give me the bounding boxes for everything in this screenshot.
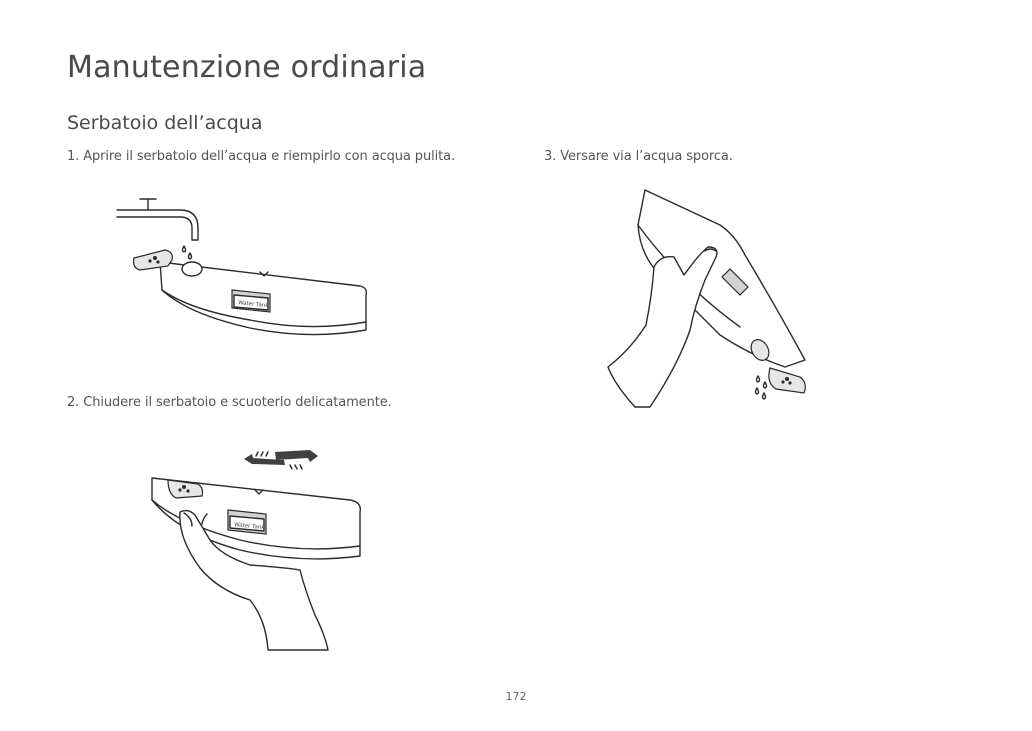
shake-arrows-icon [244, 450, 318, 469]
step-1-instruction: 1. Aprire il serbatoio dell’acqua e riempirlo con acqua pulita. [67, 149, 456, 164]
water-tank-icon [134, 250, 367, 335]
step-3-instruction: 3. Versare via l’acqua sporca. [544, 149, 733, 164]
tank-label: Water Tank [233, 522, 265, 532]
empty-tank-illustration [600, 185, 820, 410]
shake-tank-illustration [140, 440, 370, 655]
section-subtitle: Serbatoio dell’acqua [67, 112, 263, 134]
page-number: 172 [505, 690, 527, 703]
hand-icon [608, 247, 717, 407]
faucet-icon [117, 199, 198, 259]
fill-tank-illustration [110, 190, 380, 350]
tank-label: Water Tank [237, 300, 269, 310]
step-2-instruction: 2. Chiudere il serbatoio e scuoterlo delicatamente. [67, 395, 392, 410]
water-drops-icon [756, 376, 767, 399]
page-title: Manutenzione ordinaria [67, 50, 427, 85]
